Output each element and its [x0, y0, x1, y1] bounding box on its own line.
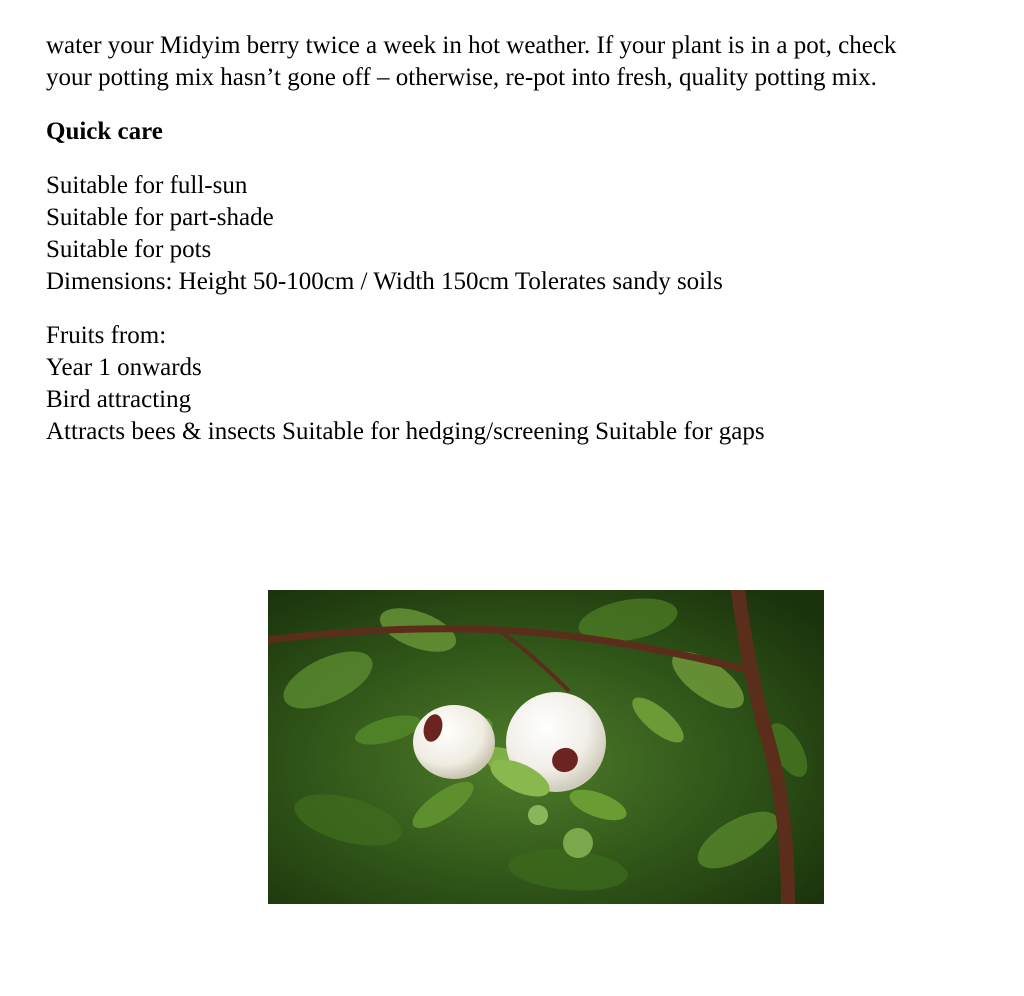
berry-illustration: [268, 590, 824, 904]
berry-left: [413, 705, 495, 779]
fruits-list: [46, 320, 1006, 448]
document-body: [46, 30, 1006, 470]
quick-care-list: [46, 170, 1006, 298]
intro-line-1: water your Midyim berry twice a week in hot weather. If your plant is in a pot, check: [46, 32, 897, 59]
fruits-item: Attracts bees & insects Suitable for hedging/screening Suitable for gaps: [46, 418, 765, 445]
intro-line-2: your potting mix hasn’t gone off – otherwise, re-pot into fresh, quality potting mix.: [46, 64, 877, 91]
intro-paragraph: [46, 30, 1006, 94]
quick-care-item: Suitable for pots: [46, 236, 212, 263]
quick-care-item: Dimensions: Height 50-100cm / Width 150cm Tolerates sandy soils: [46, 268, 723, 295]
quick-care-heading: Quick care: [46, 118, 163, 145]
midyim-berry-photo: [268, 590, 824, 904]
quick-care-item: Suitable for full-sun: [46, 172, 248, 199]
fruits-item: Bird attracting: [46, 386, 192, 413]
fruits-item: Fruits from:: [46, 322, 167, 349]
quick-care-item: Suitable for part-shade: [46, 204, 274, 231]
fruits-item: Year 1 onwards: [46, 354, 202, 381]
